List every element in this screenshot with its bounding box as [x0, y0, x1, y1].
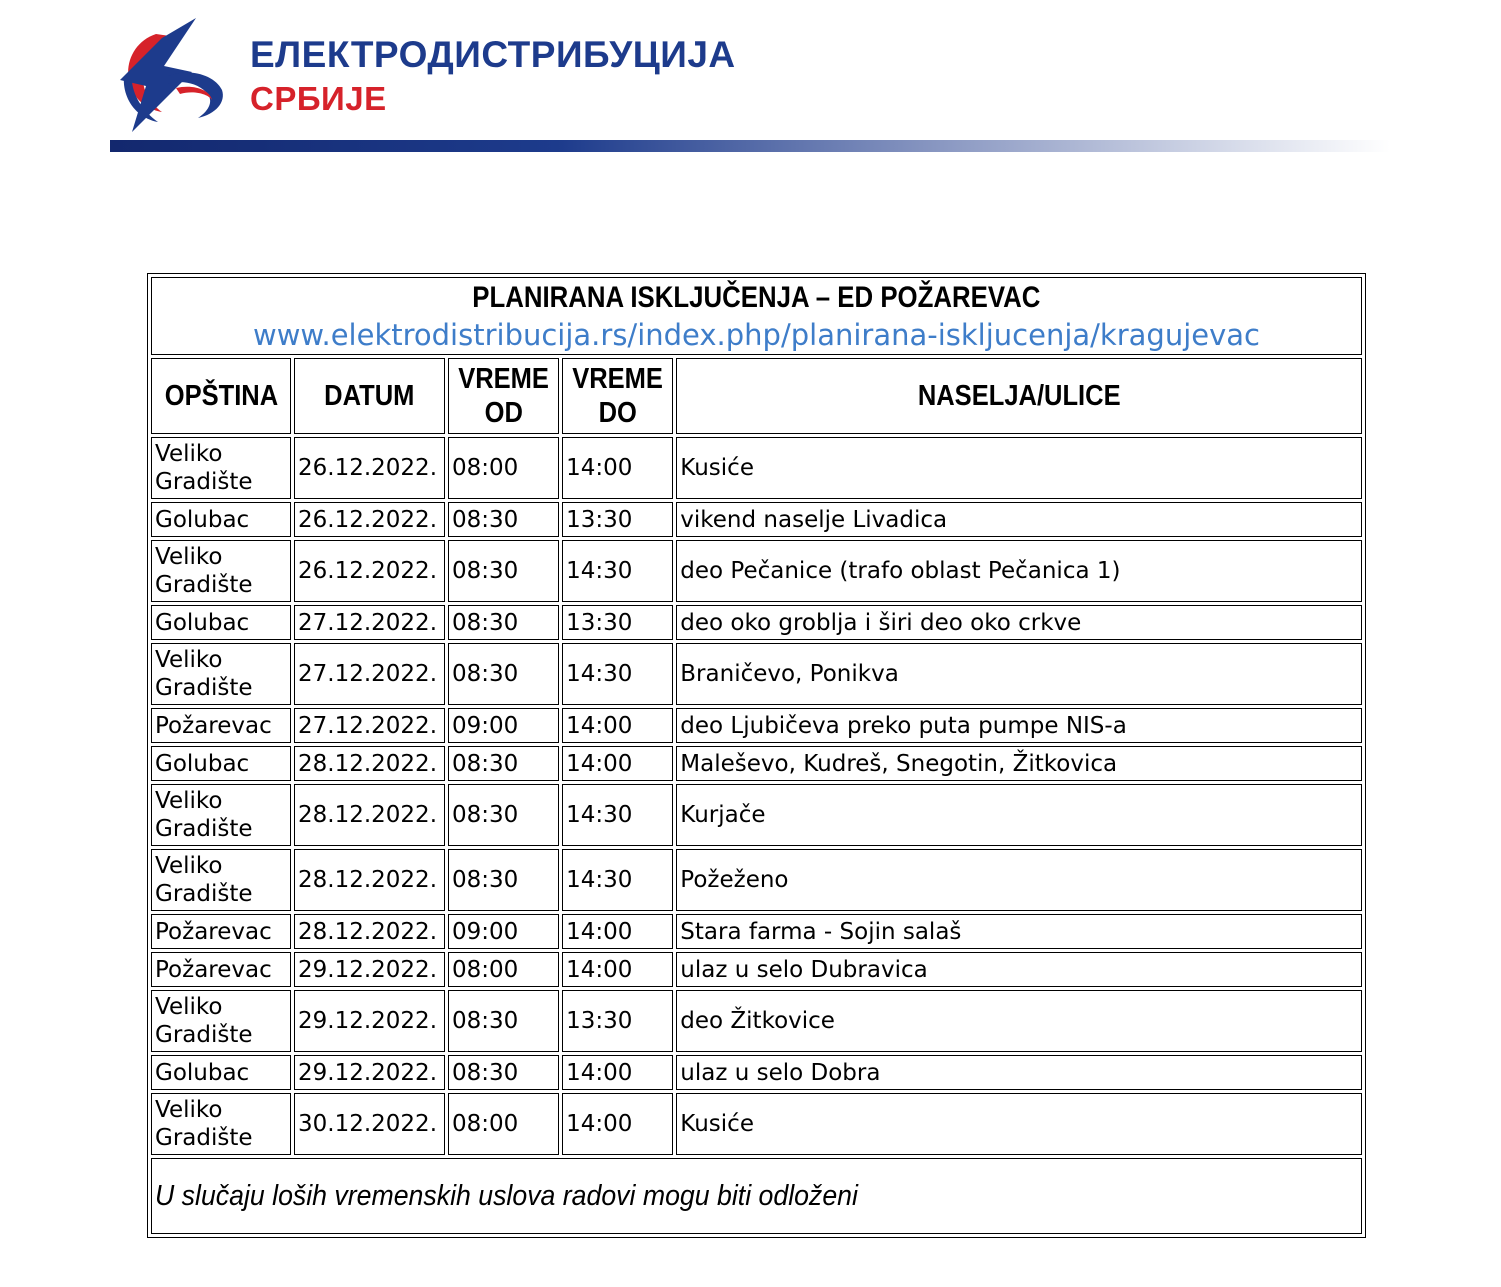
cell-datum: 28.12.2022.	[294, 784, 445, 846]
header-divider	[110, 140, 1390, 152]
footnote-text: U slučaju loših vremenskih uslova radovi mogu biti odloženi	[155, 1179, 858, 1212]
cell-naselja: Stara farma - Sojin salaš	[676, 914, 1362, 949]
cell-vreme-do: 14:30	[562, 784, 673, 846]
cell-vreme-do: 13:30	[562, 605, 673, 640]
cell-naselja: ulaz u selo Dubravica	[676, 952, 1362, 987]
cell-vreme-od: 08:30	[448, 643, 559, 705]
opstina-text: Gradište	[155, 469, 253, 495]
table-row	[151, 643, 1362, 705]
table-row	[151, 437, 1362, 499]
cell-datum: 27.12.2022.	[294, 643, 445, 705]
table-row	[151, 540, 1362, 602]
table-row	[151, 849, 1362, 911]
cell-naselja: Kusiće	[676, 1093, 1362, 1155]
cell-naselja: deo Pečanice (trafo oblast Pečanica 1)	[676, 540, 1362, 602]
opstina-text: Gradište	[155, 572, 253, 598]
cell-vreme-od: 08:30	[448, 746, 559, 781]
opstina-text: Golubac	[155, 506, 250, 533]
cell-naselja: Braničevo, Ponikva	[676, 643, 1362, 705]
brand-name-line2: СРБИЈЕ	[250, 80, 387, 117]
opstina-text: Golubac	[155, 1059, 250, 1086]
table-row	[151, 605, 1362, 640]
outage-schedule-table	[147, 273, 1366, 1238]
opstina-text: Veliko	[155, 994, 223, 1020]
cell-vreme-do: 14:00	[562, 952, 673, 987]
cell-vreme-od: 08:00	[448, 437, 559, 499]
opstina-text: Požarevac	[155, 918, 272, 945]
cell-vreme-do: 14:00	[562, 914, 673, 949]
table-row	[151, 784, 1362, 846]
cell-datum: 28.12.2022.	[294, 914, 445, 949]
opstina-text: Požarevac	[155, 956, 272, 983]
cell-vreme-od: 08:30	[448, 990, 559, 1052]
opstina-text: Golubac	[155, 750, 250, 777]
company-logo-icon	[118, 14, 228, 136]
cell-datum: 28.12.2022.	[294, 746, 445, 781]
table-row	[151, 914, 1362, 949]
col-header-opstina: OPŠTINA	[151, 358, 291, 434]
cell-vreme-od: 09:00	[448, 708, 559, 743]
cell-datum: 26.12.2022.	[294, 540, 445, 602]
cell-datum: 29.12.2022.	[294, 952, 445, 987]
opstina-text: Gradište	[155, 816, 253, 842]
opstina-text: Gradište	[155, 881, 253, 907]
brand-name-line1: ЕЛЕКТРОДИСТРИБУЦИЈА	[250, 34, 736, 75]
opstina-text: Gradište	[155, 1022, 253, 1048]
cell-vreme-od: 08:30	[448, 540, 559, 602]
cell-naselja: deo Žitkovice	[676, 990, 1362, 1052]
opstina-text: Veliko	[155, 853, 223, 879]
table-row	[151, 746, 1362, 781]
cell-datum: 27.12.2022.	[294, 605, 445, 640]
col-header-datum: DATUM	[294, 358, 445, 434]
cell-naselja: Kusiće	[676, 437, 1362, 499]
cell-opstina	[151, 708, 291, 743]
cell-vreme-od: 09:00	[448, 914, 559, 949]
table-row	[151, 502, 1362, 537]
cell-opstina	[151, 605, 291, 640]
cell-opstina	[151, 990, 291, 1052]
cell-naselja: Maleševo, Kudreš, Snegotin, Žitkovica	[676, 746, 1362, 781]
cell-datum: 30.12.2022.	[294, 1093, 445, 1155]
cell-vreme-od: 08:00	[448, 1093, 559, 1155]
cell-datum: 26.12.2022.	[294, 437, 445, 499]
cell-naselja: vikend naselje Livadica	[676, 502, 1362, 537]
cell-naselja: ulaz u selo Dobra	[676, 1055, 1362, 1090]
cell-vreme-do: 14:00	[562, 708, 673, 743]
table-title: PLANIRANA ISKLJUČENJA – ED POŽAREVAC	[472, 281, 1041, 314]
cell-naselja: deo Ljubičeva preko puta pumpe NIS-a	[676, 708, 1362, 743]
opstina-text: Veliko	[155, 544, 223, 570]
cell-vreme-do: 14:30	[562, 643, 673, 705]
cell-opstina	[151, 1055, 291, 1090]
cell-vreme-od: 08:00	[448, 952, 559, 987]
cell-vreme-od: 08:30	[448, 849, 559, 911]
cell-vreme-od: 08:30	[448, 502, 559, 537]
cell-vreme-do: 14:00	[562, 1093, 673, 1155]
source-url-link[interactable]: www.elektrodistribucija.rs/index.php/planirana-iskljucenja/kragujevac	[253, 318, 1260, 352]
footnote-cell	[151, 1158, 1362, 1234]
table-row	[151, 952, 1362, 987]
cell-vreme-do: 14:30	[562, 849, 673, 911]
cell-naselja: Kurjače	[676, 784, 1362, 846]
opstina-text: Požarevac	[155, 712, 272, 739]
cell-datum: 29.12.2022.	[294, 990, 445, 1052]
cell-vreme-do: 13:30	[562, 502, 673, 537]
cell-vreme-od: 08:30	[448, 1055, 559, 1090]
cell-datum: 28.12.2022.	[294, 849, 445, 911]
table-row	[151, 708, 1362, 743]
opstina-text: Golubac	[155, 609, 250, 636]
cell-opstina	[151, 914, 291, 949]
opstina-text: Veliko	[155, 441, 223, 467]
footnote-row	[151, 1158, 1362, 1234]
cell-vreme-do: 13:30	[562, 990, 673, 1052]
cell-datum: 29.12.2022.	[294, 1055, 445, 1090]
cell-opstina	[151, 437, 291, 499]
header-row	[151, 358, 1362, 434]
cell-vreme-do: 14:00	[562, 746, 673, 781]
cell-opstina	[151, 952, 291, 987]
cell-datum: 27.12.2022.	[294, 708, 445, 743]
cell-vreme-od: 08:30	[448, 605, 559, 640]
cell-opstina	[151, 540, 291, 602]
cell-opstina	[151, 746, 291, 781]
col-header-naselja: NASELJA/ULICE	[676, 358, 1362, 434]
opstina-text: Gradište	[155, 675, 253, 701]
col-header-vreme-od: VREME OD	[448, 358, 559, 434]
table-row	[151, 1055, 1362, 1090]
cell-vreme-od: 08:30	[448, 784, 559, 846]
table-title-cell	[151, 277, 1362, 355]
cell-naselja: deo oko groblja i širi deo oko crkve	[676, 605, 1362, 640]
cell-vreme-do: 14:00	[562, 437, 673, 499]
cell-naselja: Požeženo	[676, 849, 1362, 911]
cell-opstina	[151, 784, 291, 846]
cell-opstina	[151, 502, 291, 537]
cell-opstina	[151, 643, 291, 705]
col-header-vreme-do: VREME DO	[562, 358, 673, 434]
opstina-text: Gradište	[155, 1125, 253, 1151]
table-row	[151, 990, 1362, 1052]
opstina-text: Veliko	[155, 788, 223, 814]
cell-vreme-do: 14:00	[562, 1055, 673, 1090]
opstina-text: Veliko	[155, 647, 223, 673]
opstina-text: Veliko	[155, 1097, 223, 1123]
cell-opstina	[151, 1093, 291, 1155]
cell-datum: 26.12.2022.	[294, 502, 445, 537]
cell-vreme-do: 14:30	[562, 540, 673, 602]
table-row	[151, 1093, 1362, 1155]
cell-opstina	[151, 849, 291, 911]
